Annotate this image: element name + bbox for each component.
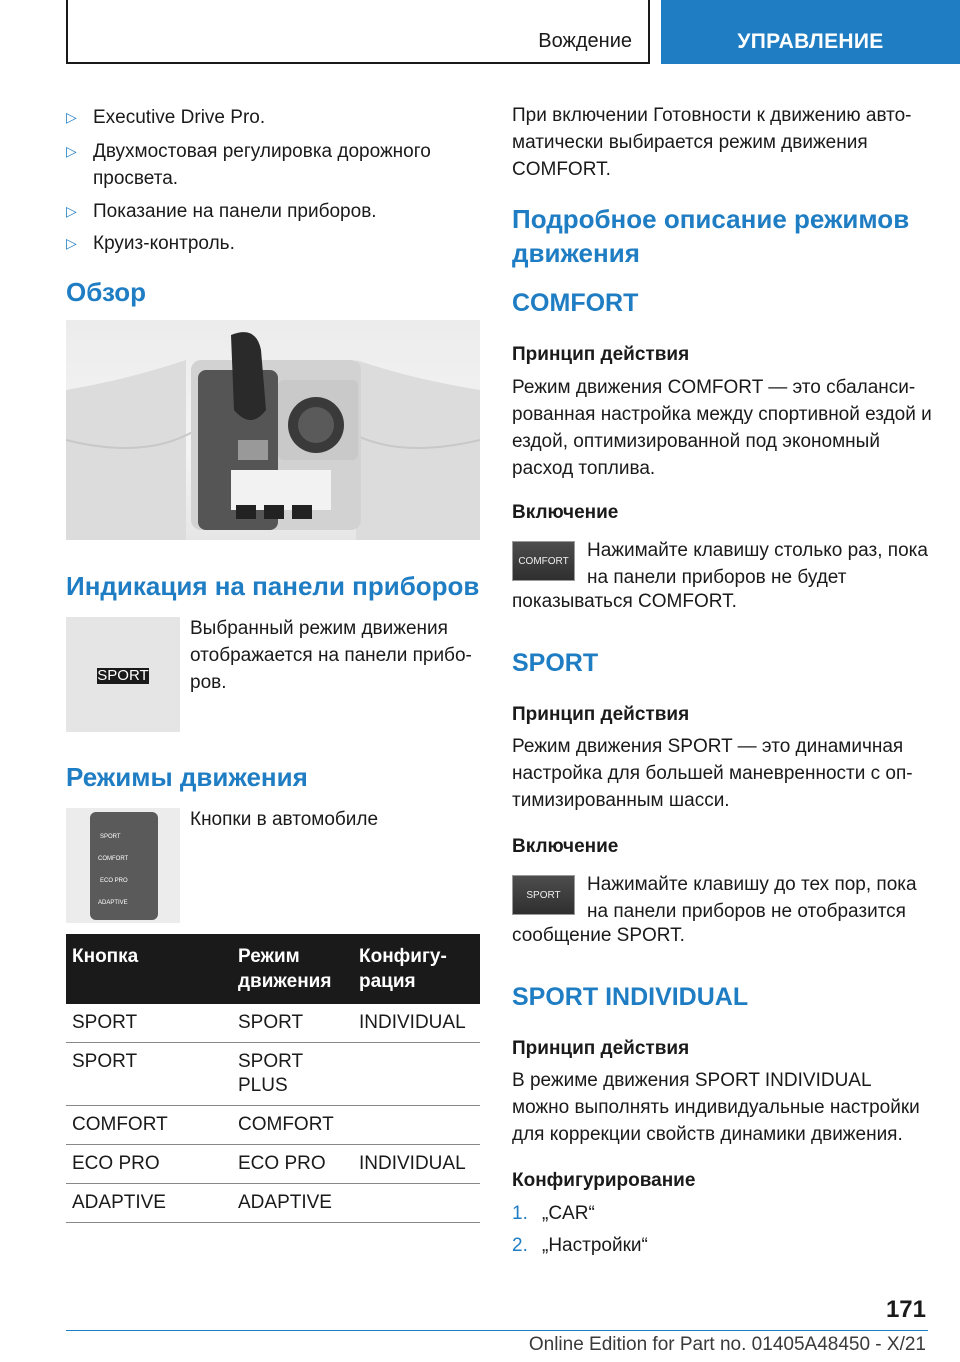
table-cell [353,1184,480,1223]
table-cell: COMFORT [66,1106,232,1145]
comfort-heading: COMFORT [512,289,639,317]
console-button-adaptive: ADAPTIVE [98,900,128,906]
table-header-cell: Конфигу-рация [353,934,480,1004]
step-text: „CAR“ [542,1203,595,1224]
table-cell: SPORT [232,1004,353,1043]
table-row [66,1145,480,1184]
button-strip [90,812,158,920]
modes-heading: Режимы движения [66,762,308,792]
table-row [66,1184,480,1223]
section-tab [661,0,960,64]
cluster-sport-thumbnail [66,617,180,732]
table-header-cell: Режим движения [232,934,353,1004]
table-header-row [66,934,480,1004]
step-number: 2. [512,1235,528,1256]
triangle-bullet-icon: ▷ [66,235,77,251]
sport-badge: SPORT [97,667,149,684]
table-cell: ECO PRO [232,1145,353,1184]
table-row [66,1106,480,1145]
table-cell: ADAPTIVE [66,1184,232,1223]
page-number: 171 [885,1296,926,1323]
table-cell: INDIVIDUAL [353,1145,480,1184]
step-item [512,1200,595,1227]
comfort-activation-text: Нажимайте клавишу столько раз, пока на панели приборов не будет [587,540,928,588]
table-row [66,1043,480,1106]
triangle-bullet-icon: ▷ [66,143,77,159]
comfort-activation-heading: Включение [512,502,619,523]
table-header-cell: Кнопка [66,934,232,1004]
bullet-item: ▷ Круиз-контроль. [66,230,480,257]
comfort-key-image: COMFORT [512,541,575,581]
individual-principle-heading: Принцип действия [512,1038,690,1059]
indication-heading: Индикация на панели приборов [66,571,480,601]
table-cell: COMFORT [232,1106,353,1145]
comfort-principle-heading: Принцип действия [512,344,690,365]
table-cell [353,1043,480,1106]
table-cell: INDIVIDUAL [353,1004,480,1043]
sport-key-image: SPORT [512,875,575,915]
mode-buttons-thumbnail [66,808,180,923]
sport-principle-heading: Принцип действия [512,704,690,725]
table-cell [353,1106,480,1145]
footer-edition: Online Edition for Part no. 01405A48450 - X/21 [528,1334,926,1355]
sport-activation-text-cont: сообщение SPORT. [512,925,685,946]
console-button-sport: SPORT [100,834,121,840]
intro-paragraph: При включении Готовности к движению авто-матически выбирается режим движения COMFORT. [512,105,912,180]
individual-heading: SPORT INDIVIDUAL [512,983,749,1011]
center-console-image [66,320,480,540]
table-row [66,1004,480,1043]
bullet-item: ▷ Показание на панели приборов. [66,198,480,225]
table-cell: SPORT [66,1043,232,1106]
triangle-bullet-icon: ▷ [66,109,77,125]
table-cell: SPORT [66,1004,232,1043]
comfort-activation-text-cont: показываться COMFORT. [512,591,737,612]
overview-heading: Обзор [66,277,146,307]
chapter-title: Вождение [538,30,632,52]
step-text: „Настройки“ [542,1235,648,1256]
bullet-item: ▷ Двухмостовая регулировка дорожного просвета. [66,138,480,192]
modes-caption: Кнопки в автомобиле [190,809,379,830]
console-button-eco-pro: ECO PRO [100,878,128,884]
sport-activation-text: Нажимайте клавишу до тех пор, пока на панели приборов не отобразится [587,874,917,922]
indication-text: Выбранный режим движения отображается на панели прибо-ров. [190,618,472,693]
chapter-tab [66,0,650,64]
triangle-bullet-icon: ▷ [66,203,77,219]
sport-activation-heading: Включение [512,836,619,857]
modes-table [66,934,480,1223]
footer-divider [66,1330,928,1331]
sport-principle-text: Режим движения SPORT — это динамичная настройка для большей маневренности с оп-тимизированным шасси. [512,736,913,811]
sport-heading: SPORT [512,649,599,677]
bullet-item: ▷ Executive Drive Pro. [66,104,480,131]
console-button-comfort: COMFORT [98,856,129,862]
section-title: УПРАВЛЕНИЕ [737,30,884,53]
table-cell: ADAPTIVE [232,1184,353,1223]
table-cell: SPORT PLUS [232,1043,353,1106]
comfort-principle-text: Режим движения COMFORT — это сбаланси-рованная настройка между спортивной ездой и ездой, оптимизированной под экономный расход топлива. [512,377,932,479]
detail-heading: Подробное описание режимов движения [512,204,910,268]
individual-principle-text: В режиме движения SPORT INDIVIDUAL можно выполнять индивидуальные настройки для коррекции свойств динамики движения. [512,1070,920,1145]
table-cell: ECO PRO [66,1145,232,1184]
step-item [512,1232,648,1259]
step-number: 1. [512,1203,528,1224]
config-heading: Конфигурирование [512,1170,696,1191]
center-console-drawing [66,320,480,540]
